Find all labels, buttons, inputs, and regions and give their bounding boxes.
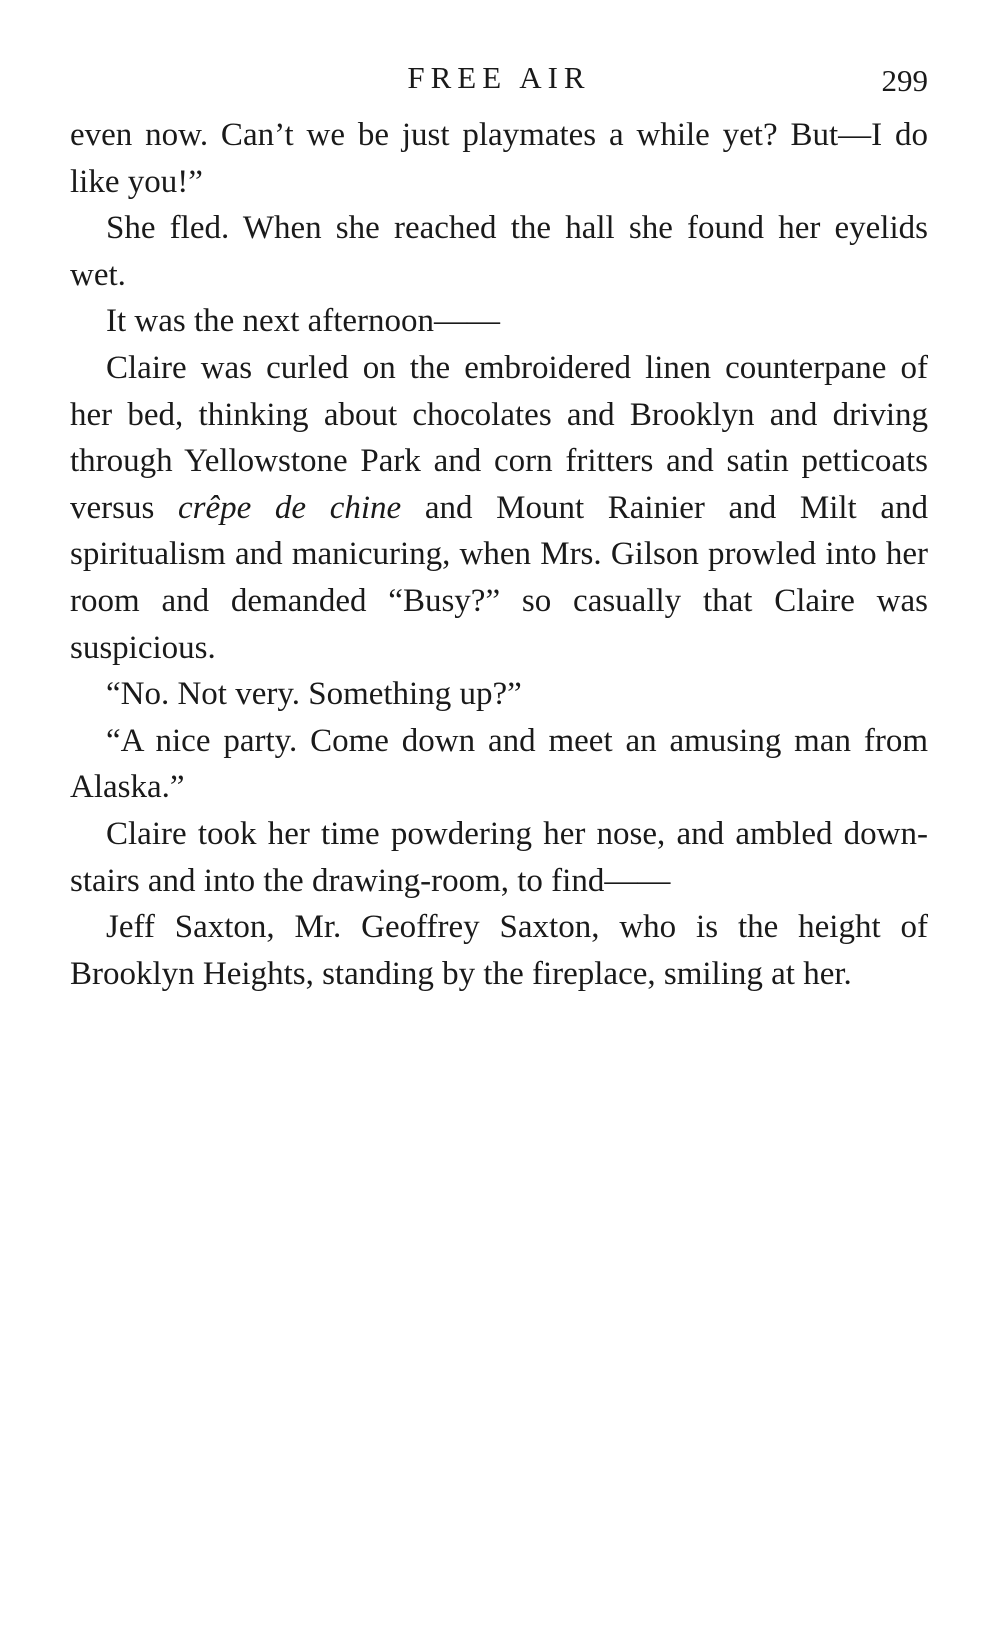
paragraph: “No. Not very. Something up?” [106,676,522,713]
paragraph: She fled. When she reached the hall she found her eyelids wet. [70,210,928,293]
paragraph: Jeff Saxton, Mr. Geoffrey Saxton, who is the height of Brooklyn Heights, standing by the fireplace, smiling at her. [70,909,928,992]
paragraph-text: and Mount Rainier and Milt and spiritualism and manicuring, when Mrs. Gilson prowled into her room and demanded “Busy?” so casually that Claire was suspicious. [70,489,928,666]
body-text [70,112,928,997]
italic-phrase: crêpe de chine [177,489,402,526]
running-title: FREE AIR [407,60,591,95]
book-page [70,58,928,997]
paragraph-continued: even now. Can’t we be just playmates a while yet? But—I do like you!” [70,117,928,200]
page-number: 299 [881,63,928,98]
paragraph: “A nice party. Come down and meet an amusing man from Alaska.” [70,722,928,806]
paragraph: Claire took her time powdering her nose, and ambled down-stairs and into the drawing-room, to find—— [70,815,928,899]
paragraph: It was the next afternoon—— [106,303,501,340]
paragraph-text: Claire was curled on the embroidered linen counterpane of her bed, thinking about chocolates and Brooklyn and driving through Yellowstone Park and corn fritters and satin petticoats versus [70,349,928,526]
paragraph-with-italic [70,345,928,671]
running-head [70,58,928,112]
